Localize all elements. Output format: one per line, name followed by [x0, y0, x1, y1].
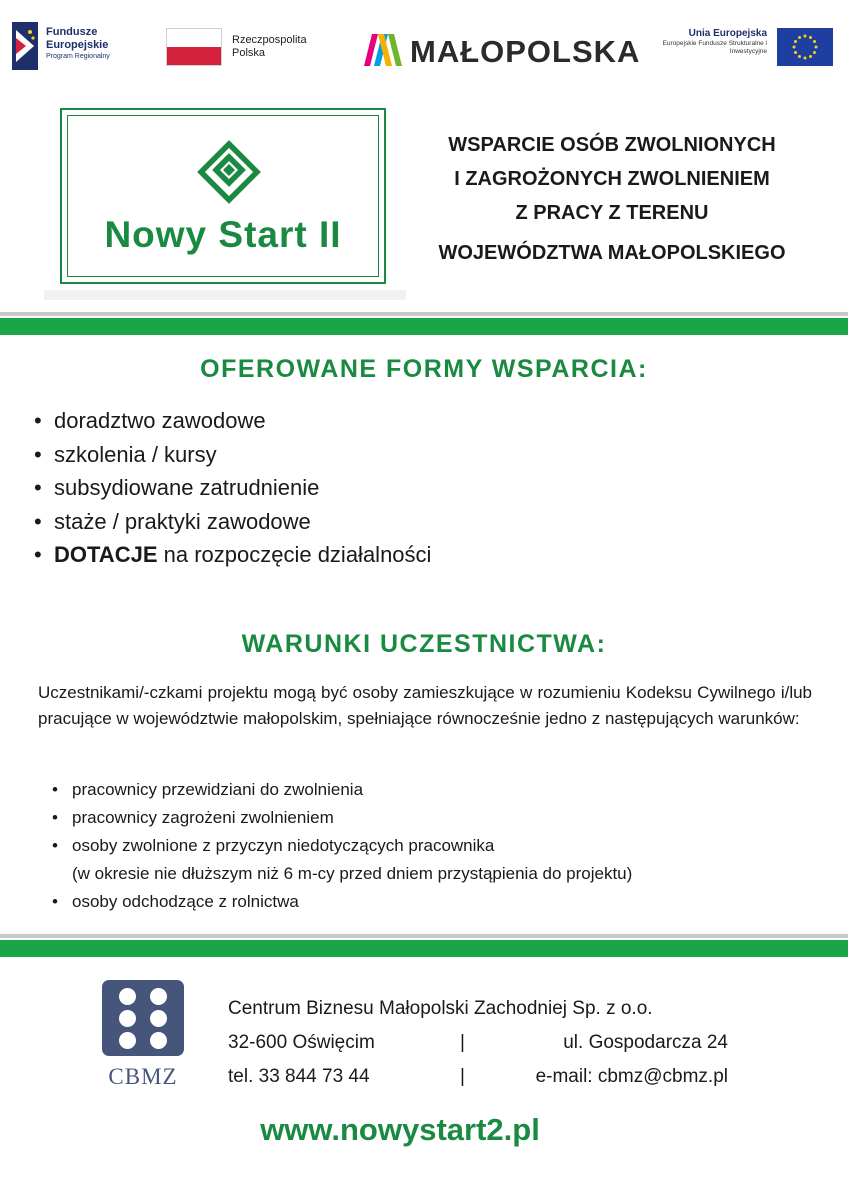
header-title-line: I ZAGROŻONYCH ZWOLNIENIEM — [454, 168, 770, 190]
eu-sub: Europejskie Fundusze Strukturalne i Inwestycyjne — [662, 40, 767, 55]
support-list — [34, 404, 431, 572]
malopolska-name: MAŁOPOLSKA — [410, 34, 641, 69]
polish-flag-icon — [166, 28, 222, 66]
divider-green — [0, 940, 848, 957]
list-item: • pracownicy zagrożeni zwolnieniem — [52, 808, 334, 827]
nowy-start-diamond-icon — [197, 140, 261, 204]
rzeczpospolita-logo — [166, 28, 336, 70]
conditions-intro: Uczestnikami/-czkami projektu mogą być osoby zamieszkujące w rozumieniu Kodeksu Cywilnego i/lub pracujące w województwie małopolskim, spełniające równocześnie jedno z następujących warunków: — [38, 683, 812, 728]
conditions-list — [52, 776, 632, 916]
fe-sub: Program Regionalny — [46, 53, 110, 60]
website-link[interactable]: www.nowystart2.pl — [260, 1112, 540, 1147]
cbmz-logo-text: CBMZ — [108, 1064, 178, 1089]
postal-address: 32-600 Oświęcim — [228, 1032, 375, 1053]
list-item: • subsydiowane zatrudnienie — [34, 475, 320, 500]
fe-flag-icon — [12, 22, 38, 70]
support-heading: OFEROWANE FORMY WSPARCIA: — [200, 355, 648, 383]
header-title-line: WSPARCIE OSÓB ZWOLNIONYCH — [448, 134, 776, 156]
contact-block: Centrum Biznesu Małopolski Zachodniej Sp. z o.o. 32-600 Oświęcim | ul. Gospodarcza 24 tel. 33 844 73 44 | e-mail: cbmz@cbmz.pl — [228, 992, 728, 1094]
divider-green — [0, 318, 848, 335]
eu-flag-icon — [777, 28, 833, 66]
nowy-start-logo — [60, 108, 386, 284]
project-name: Nowy Start II — [104, 214, 342, 255]
list-item: • osoby odchodzące z rolnictwa — [52, 892, 299, 911]
list-item: • szkolenia / kursy — [34, 441, 217, 467]
cbmz-logo — [100, 980, 186, 1090]
list-item: • staże / praktyki zawodowe — [34, 508, 311, 534]
logo-strip — [0, 0, 848, 100]
fundusze-europejskie-logo — [12, 22, 142, 74]
header-title-region: WOJEWÓDZTWA MAŁOPOLSKIEGO — [438, 242, 786, 264]
list-item: • DOTACJE na rozpoczęcie działalności — [34, 542, 432, 567]
list-item: • doradztwo zawodowe — [34, 408, 266, 433]
email-link[interactable]: e-mail: cbmz@cbmz.pl — [535, 1066, 728, 1087]
header-title — [412, 128, 812, 270]
org-name: Centrum Biznesu Małopolski Zachodniej Sp. z o.o. — [228, 998, 653, 1019]
divider-grey — [0, 934, 848, 938]
header-title-line: Z PRACY Z TERENU — [515, 202, 709, 224]
rp-name: Rzeczpospolita Polska — [232, 34, 307, 59]
phone: tel. 33 844 73 44 — [228, 1066, 370, 1087]
cbmz-dots-icon — [102, 980, 184, 1056]
malopolska-m-icon — [362, 30, 404, 68]
street-address: ul. Gospodarcza 24 — [563, 1032, 728, 1053]
fe-name: Fundusze Europejskie — [46, 26, 109, 51]
list-item: • osoby zwolnione z przyczyn niedotyczących pracownika (w okresie nie dłuższym niż 6 m-cy przed dniem przystąpienia do projektu) — [52, 832, 632, 888]
eu-name: Unia Europejska — [688, 28, 767, 39]
divider-grey — [0, 312, 848, 316]
malopolska-logo — [362, 28, 641, 72]
list-item-note: (w okresie nie dłuższym niż 6 m-cy przed dniem przystąpienia do projektu) — [72, 864, 633, 883]
eu-logo — [655, 26, 833, 70]
conditions-heading: WARUNKI UCZESTNICTWA: — [241, 630, 607, 658]
list-item: • pracownicy przewidziani do zwolnienia — [52, 780, 364, 799]
